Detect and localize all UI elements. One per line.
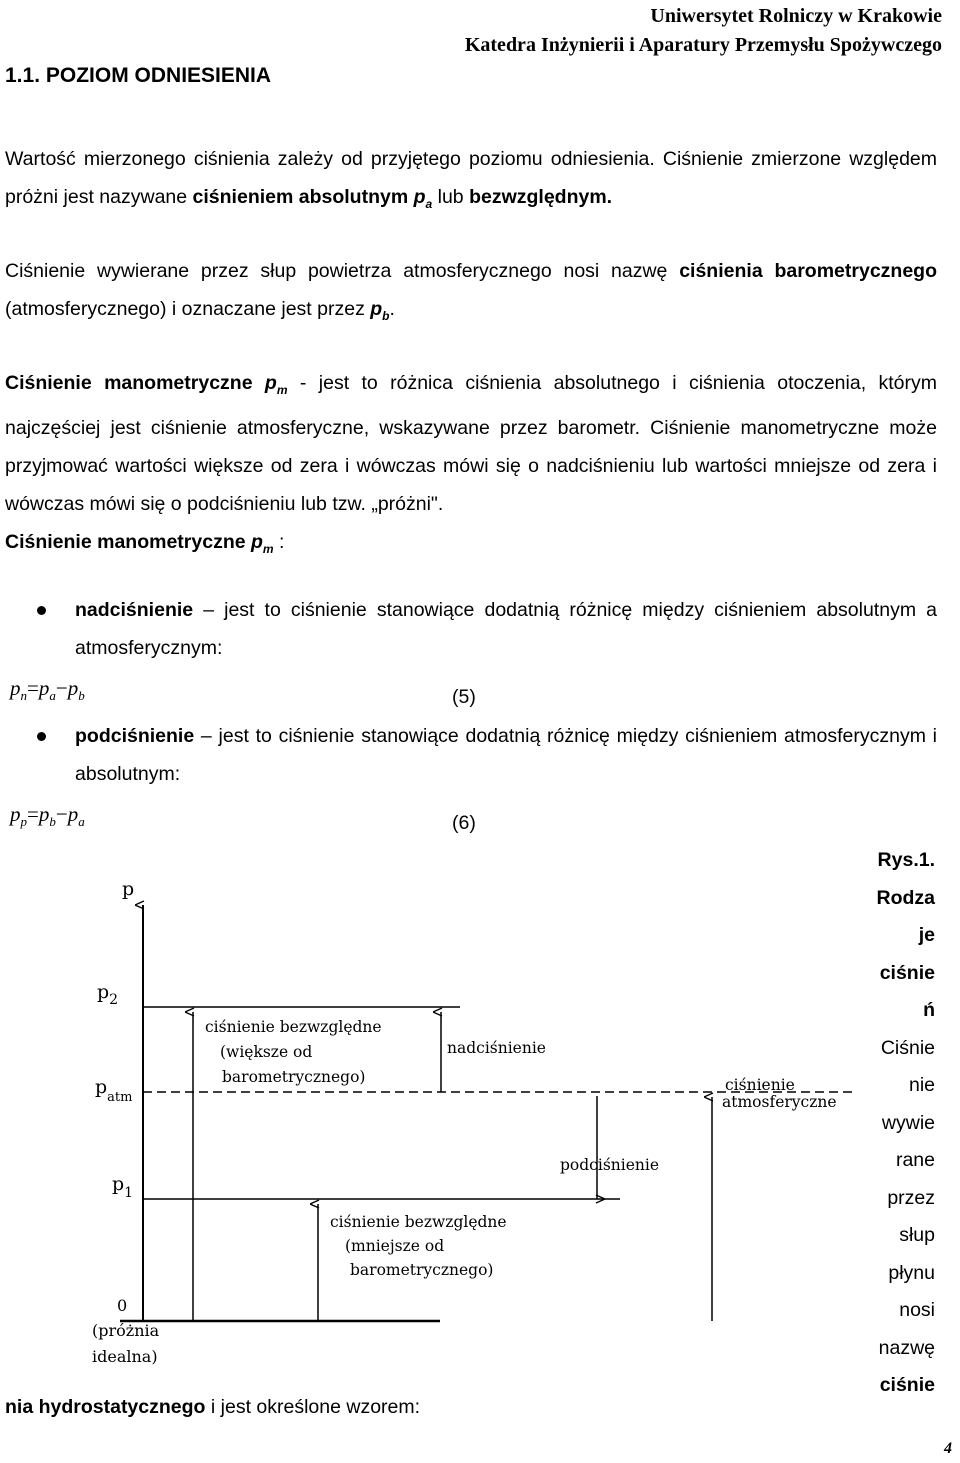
- caption-line: ciśnie: [879, 961, 935, 984]
- formula6-lhs: p: [10, 802, 21, 826]
- label-absolute-low-2: (mniejsze od: [345, 1237, 445, 1255]
- p1-text-2: lub: [432, 186, 470, 208]
- document-header: [465, 2, 942, 60]
- label-p1: $p_1$: [112, 1173, 134, 1201]
- equation-number-6: (6): [452, 812, 476, 834]
- section-title: 1.1. POZIOM ODNIESIENIA: [5, 64, 272, 87]
- p1-bold-absolute: ciśnieniem absolutnym: [192, 186, 414, 208]
- p3-symbol-2: p: [251, 531, 263, 553]
- caption-line: słup: [899, 1224, 935, 1246]
- bullet2-text: – jest to ciśnienie stanowiące dodatnią różnicę między ciśnieniem atmosferycznym i absolutnym:: [75, 725, 937, 785]
- formula6-b-sub: a: [78, 814, 85, 830]
- caption-line: je: [918, 924, 935, 946]
- pressure-levels-diagram: [0, 860, 860, 1390]
- formula5-eq: =: [27, 676, 39, 700]
- formula5-b: p: [67, 676, 79, 700]
- bullet2-bold: podciśnienie: [75, 725, 195, 747]
- formula5-b-sub: b: [78, 688, 85, 704]
- axis-label-p: p: [122, 878, 135, 900]
- p2-bold-barometric: ciśnienia barometrycznego: [679, 260, 937, 282]
- figure-caption-column: [877, 842, 936, 1405]
- label-atmospheric-1: ciśnienie: [725, 1076, 795, 1094]
- equation-number-5: (5): [452, 686, 476, 708]
- footer-bold: nia hydrostatycznego: [5, 1396, 206, 1418]
- p3-text-2: :: [273, 531, 285, 553]
- formula5-lhs-sub: n: [20, 688, 27, 704]
- paragraph-barometric-pressure: [5, 252, 937, 335]
- p2-symbol-sub: b: [382, 309, 390, 323]
- footer-text: i jest określone wzorem:: [205, 1396, 421, 1418]
- formula5-a-sub: a: [49, 688, 56, 704]
- label-absolute-high-3: barometrycznego): [222, 1068, 366, 1086]
- caption-line: Rodza: [876, 886, 935, 909]
- p2-text: Ciśnienie wywierane przez słup powietrza atmosferycznego nosi nazwę: [5, 260, 680, 282]
- formula6-lhs-sub: p: [20, 814, 27, 830]
- p1-symbol: p: [413, 186, 426, 208]
- formula5-a: p: [38, 676, 50, 700]
- label-absolute-low-1: ciśnienie bezwzględne: [330, 1213, 507, 1231]
- bullet1-text: – jest to ciśnienie stanowiące dodatnią różnicę między ciśnieniem absolutnym a atmosferycznym:: [75, 599, 937, 659]
- caption-line: przez: [887, 1186, 935, 1209]
- label-perfect-vacuum-2: idealna): [92, 1347, 158, 1366]
- p3-symbol-sub: m: [276, 383, 288, 397]
- caption-line: Rys.1.: [877, 849, 935, 871]
- label-absolute-high-1: ciśnienie bezwzględne: [205, 1018, 382, 1036]
- p2-symbol: p: [370, 298, 383, 320]
- p3-text: - jest to różnica ciśnienia absolutnego i ciśnienia otoczenia, którym najczęściej jest ciśnienie atmosferyczne, wskazywane przez barometr. Ciśnienie manometryczne może przyjmować wartości większe od zera i wówczas mówi się o nadciśnieniu lub wartości mniejsze od zera i wówczas mówi się o podciśnieniu lub tzw. „próżni".: [5, 372, 937, 515]
- department-name: Katedra Inżynierii i Aparatury Przemysłu Spożywczego: [464, 34, 942, 56]
- caption-line: wywie: [881, 1111, 935, 1134]
- p3-symbol-sub-2: m: [262, 542, 274, 556]
- bullet-overpressure: [75, 591, 937, 667]
- label-overpressure: nadciśnienie: [447, 1039, 546, 1057]
- page-number: 4: [944, 1440, 952, 1457]
- p1-text: Wartość mierzonego ciśnienia zależy od przyjętego poziomu odniesienia. Ciśnienie zmierzone względem próżni jest nazywane: [5, 148, 937, 208]
- bullet-dot: [37, 606, 46, 615]
- p1-bold-bezwzgledne: bezwzględnym.: [469, 186, 613, 208]
- label-absolute-low-3: barometrycznego): [350, 1261, 494, 1279]
- caption-line: ń: [923, 999, 935, 1021]
- label-atmospheric-2: atmosferyczne: [722, 1093, 837, 1111]
- bullet1-bold: nadciśnienie: [75, 599, 194, 621]
- formula6-a-sub: b: [49, 814, 56, 830]
- p2-text-3: .: [389, 298, 395, 320]
- p3-symbol: p: [264, 372, 277, 394]
- p3-bold-gauge-2: Ciśnienie manometryczne: [5, 531, 251, 553]
- caption-line: nazwę: [878, 1336, 935, 1359]
- caption-line: nie: [908, 1074, 935, 1096]
- formula6-eq: =: [27, 802, 39, 826]
- university-name: Uniwersytet Rolniczy w Krakowie: [650, 5, 942, 27]
- bullet-underpressure: [75, 717, 937, 793]
- formula6-minus: −: [55, 802, 68, 826]
- caption-line: nosi: [899, 1299, 935, 1321]
- caption-line: płynu: [888, 1261, 935, 1284]
- formula-5: [10, 676, 85, 704]
- formula6-a: p: [38, 802, 50, 826]
- bullet-dot: [37, 732, 46, 741]
- label-zero: 0: [117, 1296, 128, 1315]
- p3-bold-gauge: Ciśnienie manometryczne: [5, 372, 265, 394]
- footer-sentence: [5, 1396, 420, 1419]
- label-underpressure: podciśnienie: [560, 1156, 659, 1174]
- formula5-lhs: p: [10, 676, 21, 700]
- formula6-b: p: [67, 802, 79, 826]
- caption-line: rane: [895, 1149, 935, 1171]
- paragraph-absolute-pressure: [5, 140, 937, 223]
- formula5-minus: −: [55, 676, 68, 700]
- caption-line: ciśnie: [879, 1374, 935, 1396]
- label-absolute-high-2: (większe od: [220, 1043, 313, 1061]
- formula-6: [10, 802, 85, 830]
- label-patm: $p_{atm}$: [95, 1076, 133, 1105]
- caption-line: Ciśnie: [880, 1036, 935, 1059]
- paragraph-gauge-pressure: [5, 364, 937, 568]
- label-perfect-vacuum-1: (próżnia: [92, 1321, 160, 1340]
- p2-text-2: (atmosferycznego) i oznaczane jest przez: [5, 298, 371, 320]
- p1-symbol-sub: a: [425, 197, 433, 211]
- label-p2: $p_2$: [97, 981, 119, 1008]
